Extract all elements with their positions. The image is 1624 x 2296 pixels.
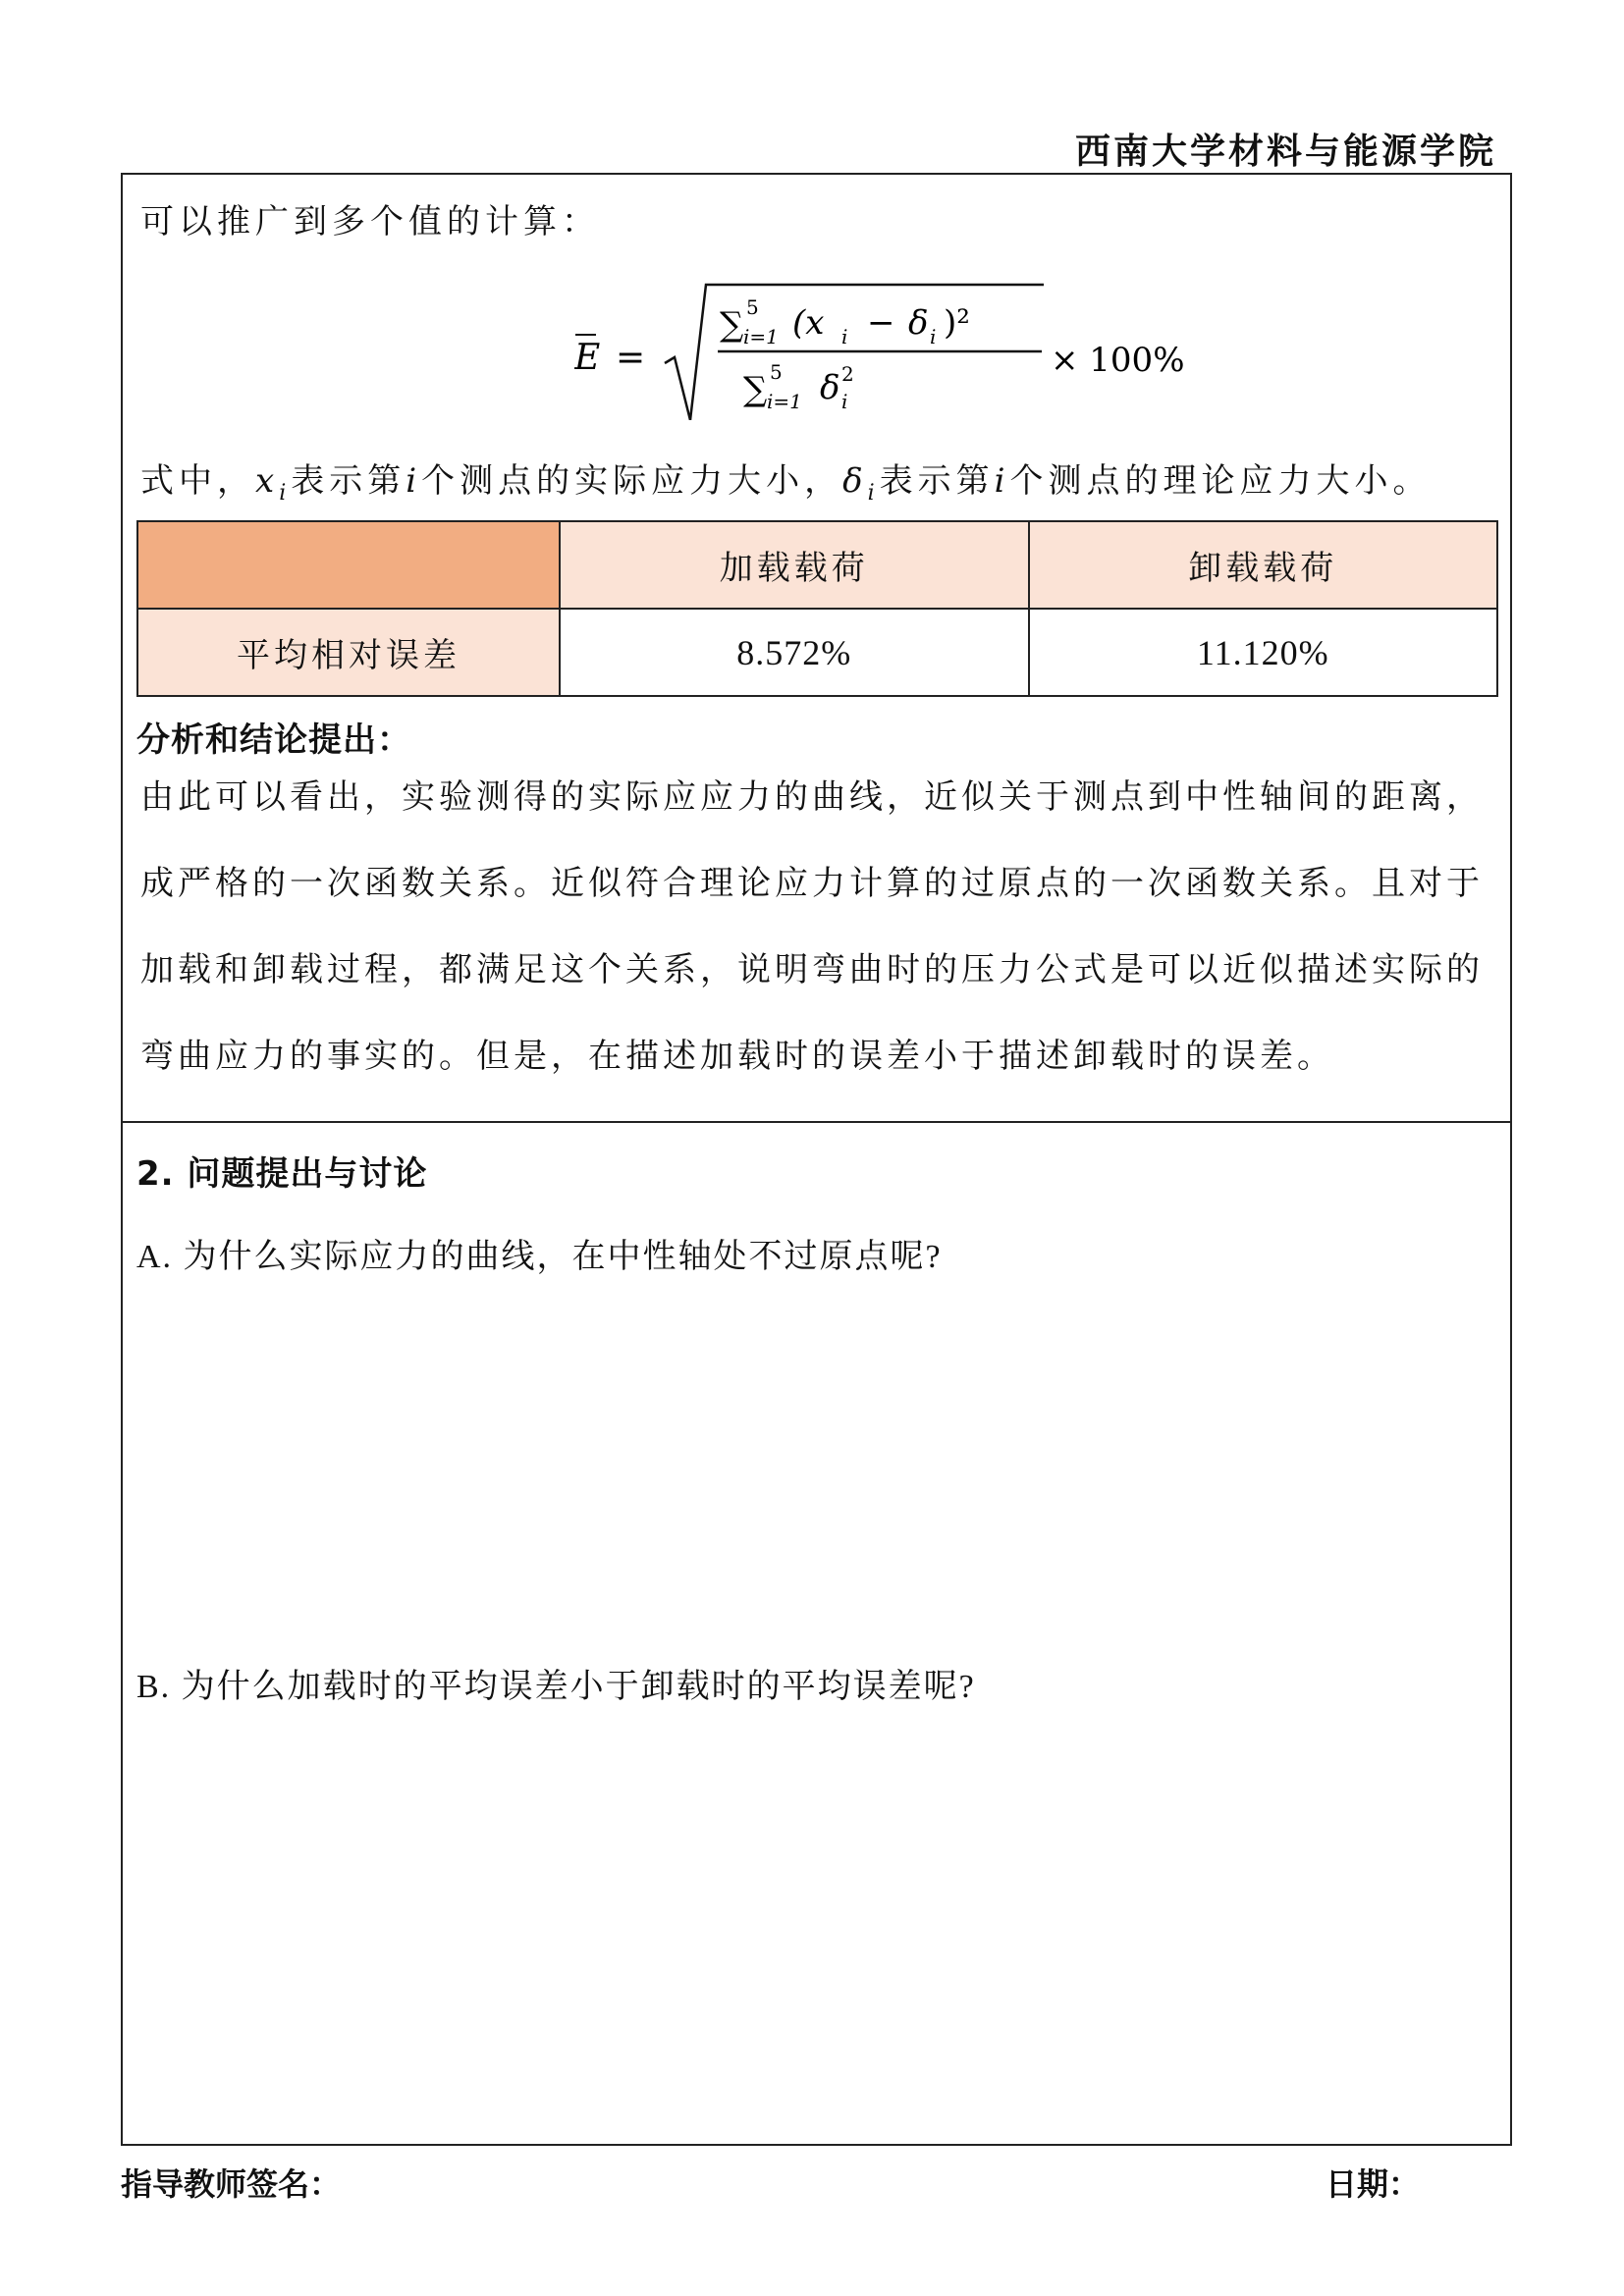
expl-part4: 个测点的理论应力大小。 bbox=[1009, 461, 1432, 501]
analysis-line-3: 加载和卸载过程，都满足这个关系，说明弯曲时的压力公式是可以近似描述实际的 bbox=[140, 950, 1484, 989]
num-sub-i: i bbox=[841, 325, 848, 348]
discussion-heading: 2. 问题提出与讨论 bbox=[136, 1154, 428, 1194]
question-a: A. 为什么实际应力的曲线，在中性轴处不过原点呢? bbox=[136, 1239, 943, 1275]
den-lower: i=1 bbox=[767, 390, 802, 413]
formula-equals: = bbox=[616, 338, 646, 378]
i-symbol: i bbox=[406, 461, 422, 501]
delta-subscript: i bbox=[867, 480, 880, 506]
den-upper: 5 bbox=[770, 360, 783, 384]
section-divider bbox=[123, 1121, 1510, 1123]
analysis-line-2: 成严格的一次函数关系。近似符合理论应力计算的过原点的一次函数关系。且对于 bbox=[140, 864, 1484, 903]
num-delta: δ bbox=[908, 303, 929, 343]
signature-label: 指导教师签名： bbox=[121, 2165, 342, 2203]
formula-lhs: E bbox=[574, 338, 601, 378]
expl-prefix: 式中， bbox=[140, 461, 255, 501]
x-symbol: x bbox=[255, 461, 280, 501]
date-label: 日期： bbox=[1326, 2165, 1421, 2203]
expl-part2: 个测点的实际应力大小， bbox=[421, 461, 843, 501]
num-sigma: ∑ bbox=[720, 305, 744, 345]
den-sigma: ∑ bbox=[743, 370, 768, 409]
header-cell-empty bbox=[137, 521, 560, 609]
analysis-line-1: 由此可以看出，实验测得的实际应应力的曲线，近似关于测点到中性轴间的距离， bbox=[140, 777, 1484, 817]
question-b: B. 为什么加载时的平均误差小于卸载时的平均误差呢? bbox=[136, 1669, 976, 1705]
i-symbol-2: i bbox=[994, 461, 1010, 501]
header-cell-loading: 加载载荷 bbox=[560, 521, 1029, 609]
header-cell-unloading: 卸载载荷 bbox=[1029, 521, 1498, 609]
den-sq: 2 bbox=[841, 362, 854, 386]
num-body: (x bbox=[792, 303, 825, 343]
report-frame bbox=[121, 173, 1512, 2146]
den-delta: δ bbox=[820, 368, 840, 407]
analysis-paragraph bbox=[140, 754, 1505, 1099]
expl-part3: 表示第 bbox=[879, 461, 995, 501]
x-subscript: i bbox=[279, 480, 292, 506]
analysis-line-4: 弯曲应力的事实的。但是，在描述加载时的误差小于描述卸载时的误差。 bbox=[140, 1037, 1334, 1076]
expl-part1: 表示第 bbox=[291, 461, 406, 501]
institution-header: 西南大学材料与能源学院 bbox=[1074, 132, 1496, 172]
row-label-avg-error: 平均相对误差 bbox=[137, 609, 560, 696]
formula-times: × 100% bbox=[1051, 341, 1185, 380]
den-sub-i: i bbox=[841, 390, 848, 413]
num-lower: i=1 bbox=[743, 325, 779, 348]
delta-symbol: δ bbox=[842, 461, 868, 501]
num-minus: − bbox=[867, 303, 895, 343]
num-close: )² bbox=[944, 303, 970, 343]
value-unloading: 11.120% bbox=[1029, 609, 1498, 696]
error-table bbox=[136, 520, 1498, 697]
intro-text: 可以推广到多个值的计算： bbox=[140, 202, 600, 241]
num-delta-sub: i bbox=[930, 325, 937, 348]
analysis-heading: 分析和结论提出： bbox=[136, 721, 411, 760]
value-loading: 8.572% bbox=[560, 609, 1029, 696]
table-header-row bbox=[137, 521, 1497, 609]
num-upper: 5 bbox=[746, 295, 759, 319]
error-formula bbox=[574, 273, 1203, 420]
table-row bbox=[137, 609, 1497, 696]
formula-explanation bbox=[140, 454, 1432, 506]
